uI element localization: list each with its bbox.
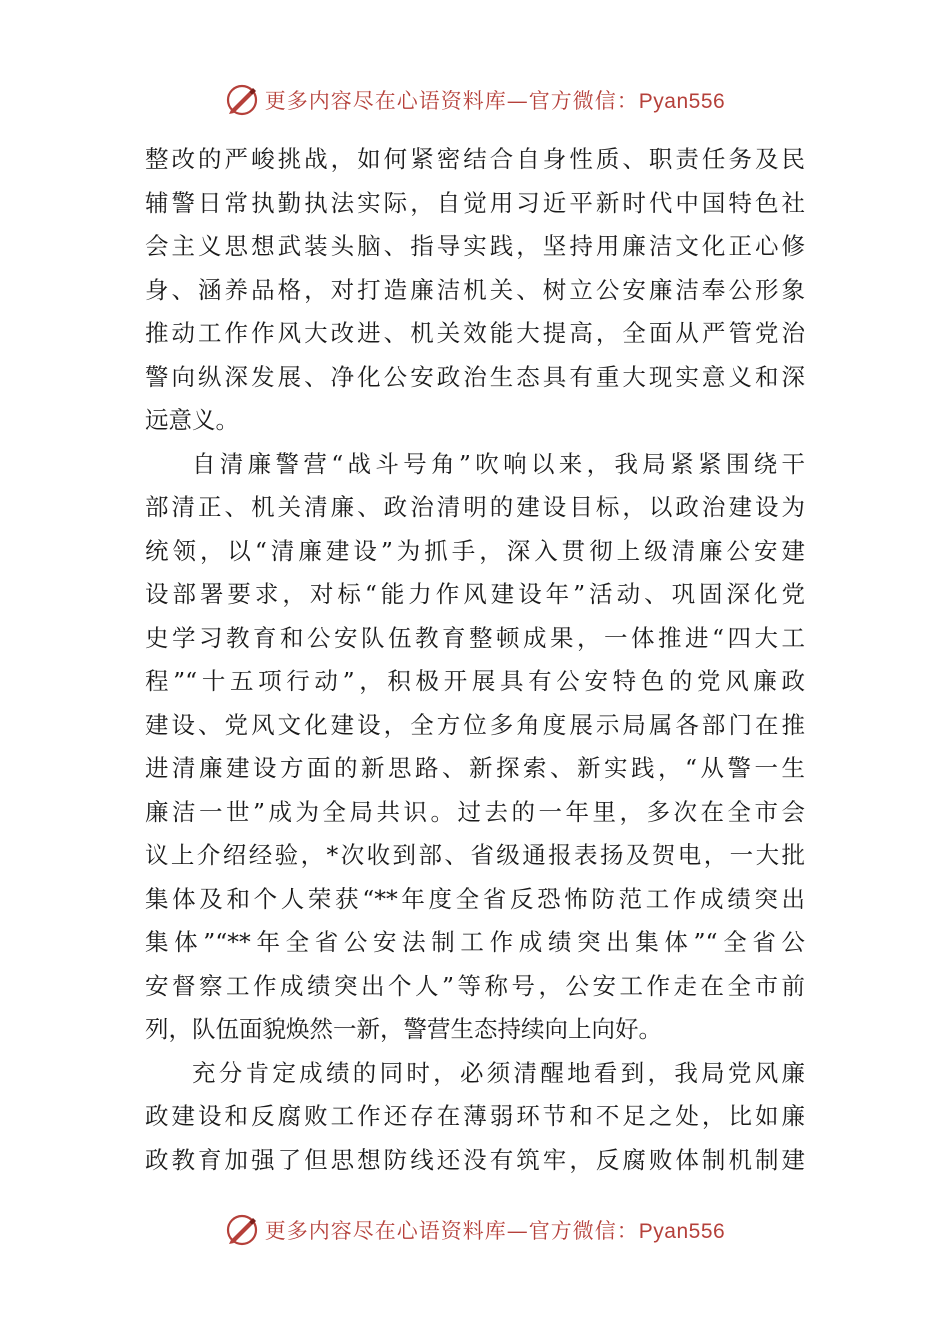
text-line: 会主义思想武装头脑、指导实践，坚持用廉洁文化正心修: [145, 232, 805, 260]
text-line: 设部署要求，对标“能力作风建设年”活动、巩固深化党: [145, 580, 805, 608]
pen-logo-icon: [225, 83, 259, 117]
text-line: 自清廉警营“战斗号角”吹响以来，我局紧紧围绕干: [192, 449, 805, 478]
text-line: 集体”“**年全省公安法制工作成绩突出集体”“全省公: [145, 928, 805, 956]
header-banner: [0, 80, 950, 120]
text-line: 警向纵深发展、净化公安政治生态具有重大现实意义和深: [145, 362, 805, 391]
text-line: 统领，以“清廉建设”为抓手，深入贯彻上级清廉公安建: [145, 536, 805, 565]
text-line: 程”“十五项行动”，积极开展具有公安特色的党风廉政: [145, 667, 805, 695]
text-line: 远意义。: [145, 406, 239, 434]
text-line: 廉洁一世”成为全局共识。过去的一年里，多次在全市会: [145, 797, 805, 826]
text-line: 推动工作作风大改进、机关效能大提高，全面从严管党治: [145, 319, 805, 347]
paragraph-2: [145, 443, 805, 1052]
text-line: 列，队伍面貌焕然一新，警营生态持续向上向好。: [145, 1015, 662, 1043]
text-line: 议上介绍经验，*次收到部、省级通报表扬及贺电，一大批: [145, 841, 805, 869]
pen-logo-icon: [225, 1213, 259, 1247]
text-line: 充分肯定成绩的同时，必须清醒地看到，我局党风廉: [192, 1058, 805, 1087]
text-line: 身、涵养品格，对打造廉洁机关、树立公安廉洁奉公形象: [145, 275, 805, 304]
text-line: 政建设和反腐败工作还存在薄弱环节和不足之处，比如廉: [145, 1102, 805, 1130]
header-wechat-handle: Pyan556: [638, 90, 726, 113]
footer-banner: [0, 1210, 950, 1250]
text-line: 建设、党风文化建设，全方位多角度展示局属各部门在推: [145, 710, 805, 739]
text-line: 进清廉建设方面的新思路、新探索、新实践，“从警一生: [145, 754, 805, 782]
text-line: 整改的严峻挑战，如何紧密结合自身性质、职责任务及民: [145, 145, 805, 173]
text-line: 部清正、机关清廉、政治清明的建设目标，以政治建设为: [145, 493, 805, 521]
document-body: [145, 138, 805, 1182]
paragraph-3: [145, 1052, 805, 1183]
text-line: 史学习教育和公安队伍教育整顿成果，一体推进“四大工: [145, 623, 805, 652]
text-line: 安督察工作成绩突出个人”等称号，公安工作走在全市前: [145, 971, 805, 1000]
header-banner-text: 更多内容尽在心语资料库—官方微信：Pyan556: [264, 89, 726, 113]
text-line: 辅警日常执勤执法实际，自觉用习近平新时代中国特色社: [145, 188, 805, 217]
text-line: 政教育加强了但思想防线还没有筑牢，反腐败体制机制建: [145, 1145, 805, 1174]
footer-wechat-handle: Pyan556: [638, 1220, 726, 1243]
paragraph-1: [145, 138, 805, 443]
footer-banner-text: 更多内容尽在心语资料库—官方微信：Pyan556: [264, 1219, 726, 1243]
text-line: 集体及和个人荣获“**年度全省反恐怖防范工作成绩突出: [145, 884, 805, 913]
